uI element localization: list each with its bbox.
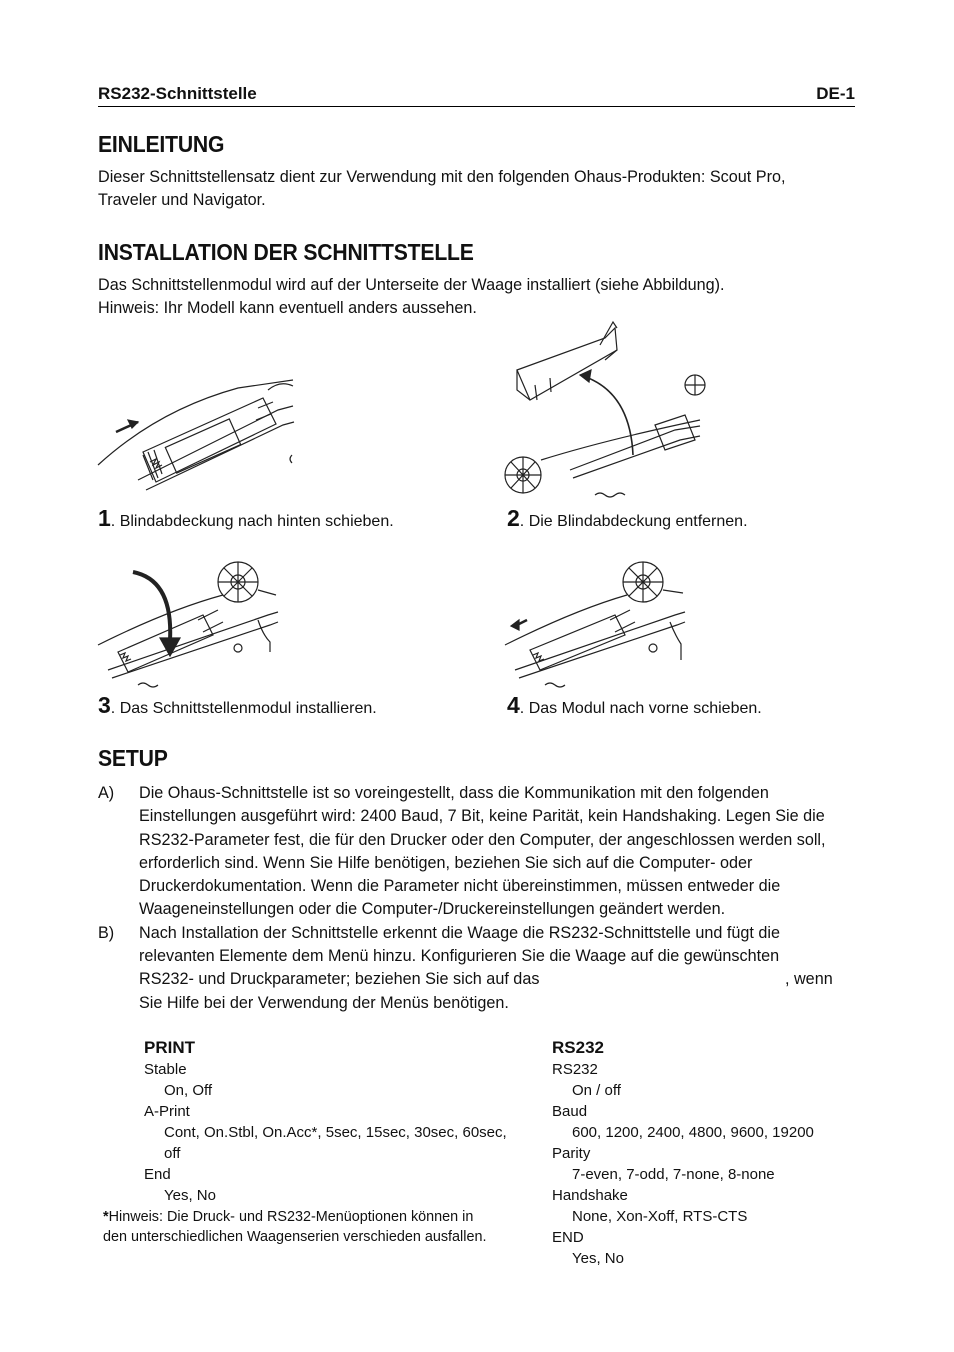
step-4-caption bbox=[507, 692, 762, 719]
note-line: den unterschiedlichen Waagenserien verschieden ausfallen. bbox=[103, 1229, 487, 1245]
header-title: RS232-Schnittstelle bbox=[98, 84, 257, 103]
note-line: Hinweis: Die Druck- und RS232-Menüoptionen können in bbox=[108, 1209, 474, 1225]
menu-item: RS232 bbox=[552, 1061, 598, 1078]
menu-item: Parity bbox=[552, 1145, 591, 1162]
item-line: Druckerdokumentation. Wenn die Parameter nicht übereinstimmen, müssen entweder die bbox=[139, 877, 781, 896]
setup-item-a bbox=[98, 782, 858, 922]
menu-note bbox=[103, 1207, 523, 1247]
intro-line: Traveler und Navigator. bbox=[98, 191, 266, 210]
menu-options: On / off bbox=[572, 1082, 621, 1099]
item-marker: A) bbox=[98, 784, 115, 802]
menu-item: Baud bbox=[552, 1103, 588, 1120]
step-2-caption bbox=[507, 505, 748, 532]
menu-options: Yes, No bbox=[164, 1187, 216, 1204]
menu-item: A-Print bbox=[144, 1103, 190, 1120]
step-number: 1 bbox=[98, 505, 111, 531]
intro-heading: EINLEITUNG bbox=[98, 131, 225, 157]
figure-step-2 bbox=[505, 320, 700, 505]
menu-options: None, Xon-Xoff, RTS-CTS bbox=[572, 1208, 748, 1225]
item-line: Waageneinstellungen oder die Computer-/Druckereinstellungen geändert werden. bbox=[139, 900, 726, 919]
step-number: 4 bbox=[507, 692, 520, 718]
print-menu bbox=[144, 1037, 524, 1206]
rs232-menu-title: RS232 bbox=[552, 1038, 604, 1057]
item-line: RS232-Parameter fest, die für den Drucker oder den Computer, der angeschlossen werden soll, bbox=[139, 830, 826, 849]
install-line: Das Schnittstellenmodul wird auf der Unterseite der Waage installiert (siehe Abbildung). bbox=[98, 276, 725, 294]
item-marker: B) bbox=[98, 923, 115, 942]
item-line: relevanten Elemente dem Menü hinzu. Konfigurieren Sie die Waage auf die gewünschten bbox=[139, 947, 780, 966]
setup-list bbox=[98, 782, 858, 1015]
intro-line: Dieser Schnittstellensatz dient zur Verwendung mit den folgenden Ohaus-Produkten: Scout Pro, bbox=[98, 168, 786, 186]
setup-item-b bbox=[98, 922, 858, 1015]
menu-options: 7-even, 7-odd, 7-none, 8-none bbox=[572, 1166, 775, 1183]
item-line: erforderlich sind. Wenn Sie Hilfe benötigen, beziehen Sie sich auf die Computer- oder bbox=[139, 853, 753, 872]
page-header bbox=[98, 84, 855, 107]
install-heading: INSTALLATION DER SCHNITTSTELLE bbox=[98, 239, 474, 265]
note-asterisk: * bbox=[103, 1209, 109, 1225]
item-line: Sie Hilfe bei der Verwendung der Menüs benötigen. bbox=[139, 993, 509, 1012]
item-line-left: RS232- und Druckparameter; beziehen Sie sich auf das bbox=[139, 970, 540, 989]
menu-options: Cont, On.Stbl, On.Acc*, 5sec, 15sec, 30sec, 60sec, bbox=[164, 1124, 507, 1141]
step-1-caption bbox=[98, 505, 394, 532]
menu-item: Stable bbox=[144, 1061, 187, 1078]
menu-options: Yes, No bbox=[572, 1250, 624, 1267]
step-text: . Das Schnittstellenmodul installieren. bbox=[110, 700, 377, 717]
figure-step-1 bbox=[98, 380, 298, 505]
menu-item: Handshake bbox=[552, 1187, 628, 1204]
item-line: Nach Installation der Schnittstelle erkennt die Waage die RS232-Schnittstelle und fügt die bbox=[139, 923, 780, 942]
figure-step-4 bbox=[505, 560, 690, 690]
menu-options: On, Off bbox=[164, 1082, 213, 1099]
step-text: . Das Modul nach vorne schieben. bbox=[519, 700, 762, 717]
step-text: . Blindabdeckung nach hinten schieben. bbox=[110, 513, 394, 530]
step-3-caption bbox=[98, 692, 377, 719]
item-line-right: , wenn bbox=[785, 970, 833, 989]
menu-options: 600, 1200, 2400, 4800, 9600, 19200 bbox=[572, 1124, 814, 1141]
figure-step-3 bbox=[98, 560, 283, 690]
item-line: Die Ohaus-Schnittstelle ist so voreingestellt, dass die Kommunikation mit den folgenden bbox=[139, 784, 769, 802]
menu-options: off bbox=[164, 1145, 181, 1162]
menu-item: END bbox=[552, 1229, 584, 1246]
install-text bbox=[98, 274, 725, 321]
intro-text bbox=[98, 166, 785, 213]
print-menu-title: PRINT bbox=[144, 1038, 195, 1057]
step-number: 3 bbox=[98, 692, 111, 718]
page-number: DE-1 bbox=[816, 84, 855, 103]
setup-heading: SETUP bbox=[98, 745, 168, 771]
item-line bbox=[139, 968, 858, 991]
step-text: . Die Blindabdeckung entfernen. bbox=[519, 513, 748, 530]
install-line: Hinweis: Ihr Modell kann eventuell anders aussehen. bbox=[98, 299, 477, 318]
step-number: 2 bbox=[507, 505, 520, 531]
menu-item: End bbox=[144, 1166, 171, 1183]
item-line: Einstellungen ausgeführt wird: 2400 Baud, 7 Bit, keine Parität, kein Handshaking. Legen Sie die bbox=[139, 807, 825, 826]
rs232-menu bbox=[552, 1037, 852, 1269]
